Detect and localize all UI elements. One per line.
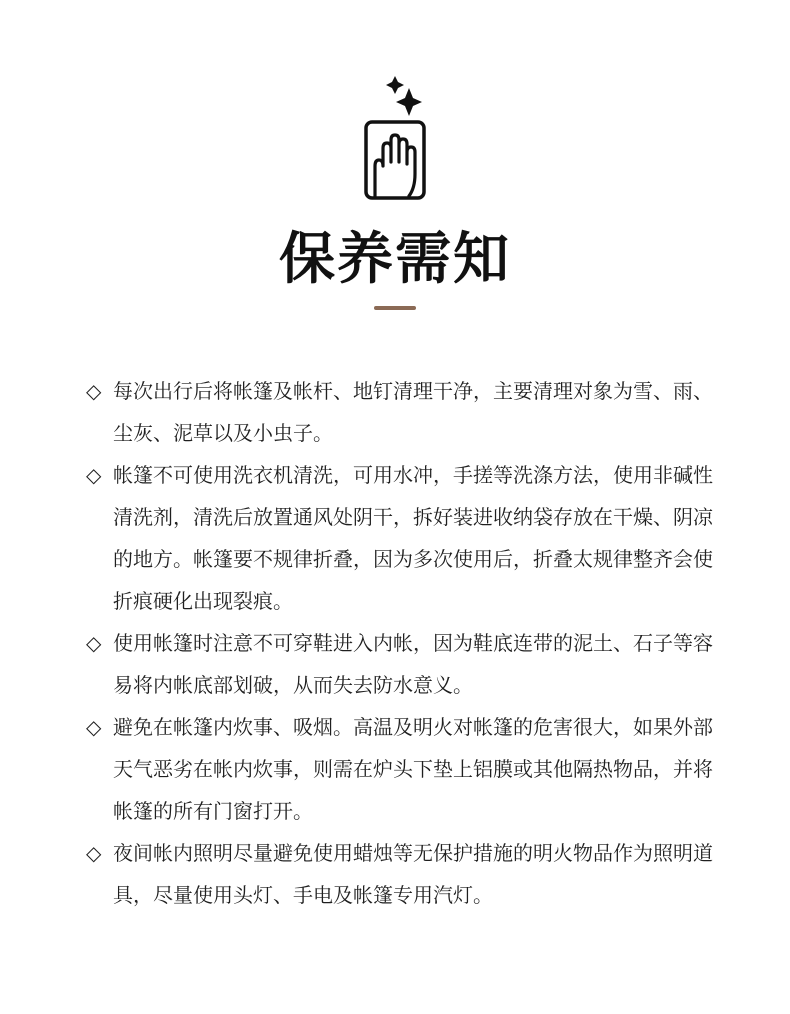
list-item <box>86 622 726 706</box>
list-item <box>86 706 726 832</box>
list-item <box>86 454 726 622</box>
list-item <box>86 370 726 454</box>
hand-icon <box>375 135 415 196</box>
list-item-text: 避免在帐篷内炊事、吸烟。高温及明火对帐篷的危害很大，如果外部天气恶劣在帐内炊事，则需在炉头下垫上铝膜或其他隔热物品，并将帐篷的所有门窗打开。 <box>113 715 713 823</box>
diamond-bullet-icon: ◇ <box>86 631 102 655</box>
sparkle-large-icon <box>396 88 422 116</box>
diamond-bullet-icon: ◇ <box>86 379 102 403</box>
list-item-text: 使用帐篷时注意不可穿鞋进入内帐，因为鞋底连带的泥土、石子等容易将内帐底部划破，从而失去防水意义。 <box>113 631 713 697</box>
diamond-bullet-icon: ◇ <box>86 715 102 739</box>
title-underline <box>374 306 416 310</box>
list-item <box>86 832 726 916</box>
sparkle-small-icon <box>386 76 404 94</box>
page-title: 保养需知 <box>279 227 511 292</box>
list-item-text: 夜间帐内照明尽量避免使用蜡烛等无保护措施的明火物品作为照明道具，尽量使用头灯、手电及帐篷专用汽灯。 <box>113 841 713 907</box>
diamond-bullet-icon: ◇ <box>86 463 102 487</box>
clean-hand-icon <box>355 70 435 205</box>
care-instructions-list <box>86 370 726 916</box>
list-item-text: 每次出行后将帐篷及帐杆、地钉清理干净，主要清理对象为雪、雨、尘灰、泥草以及小虫子。 <box>113 379 713 445</box>
list-item-text: 帐篷不可使用洗衣机清洗，可用水冲，手搓等洗涤方法，使用非碱性清洗剂，清洗后放置通风处阴干，拆好装进收纳袋存放在干燥、阴凉的地方。帐篷要不规律折叠，因为多次使用后，折叠太规律整齐会使折痕硬化出现裂痕。 <box>113 463 713 613</box>
diamond-bullet-icon: ◇ <box>86 841 102 865</box>
